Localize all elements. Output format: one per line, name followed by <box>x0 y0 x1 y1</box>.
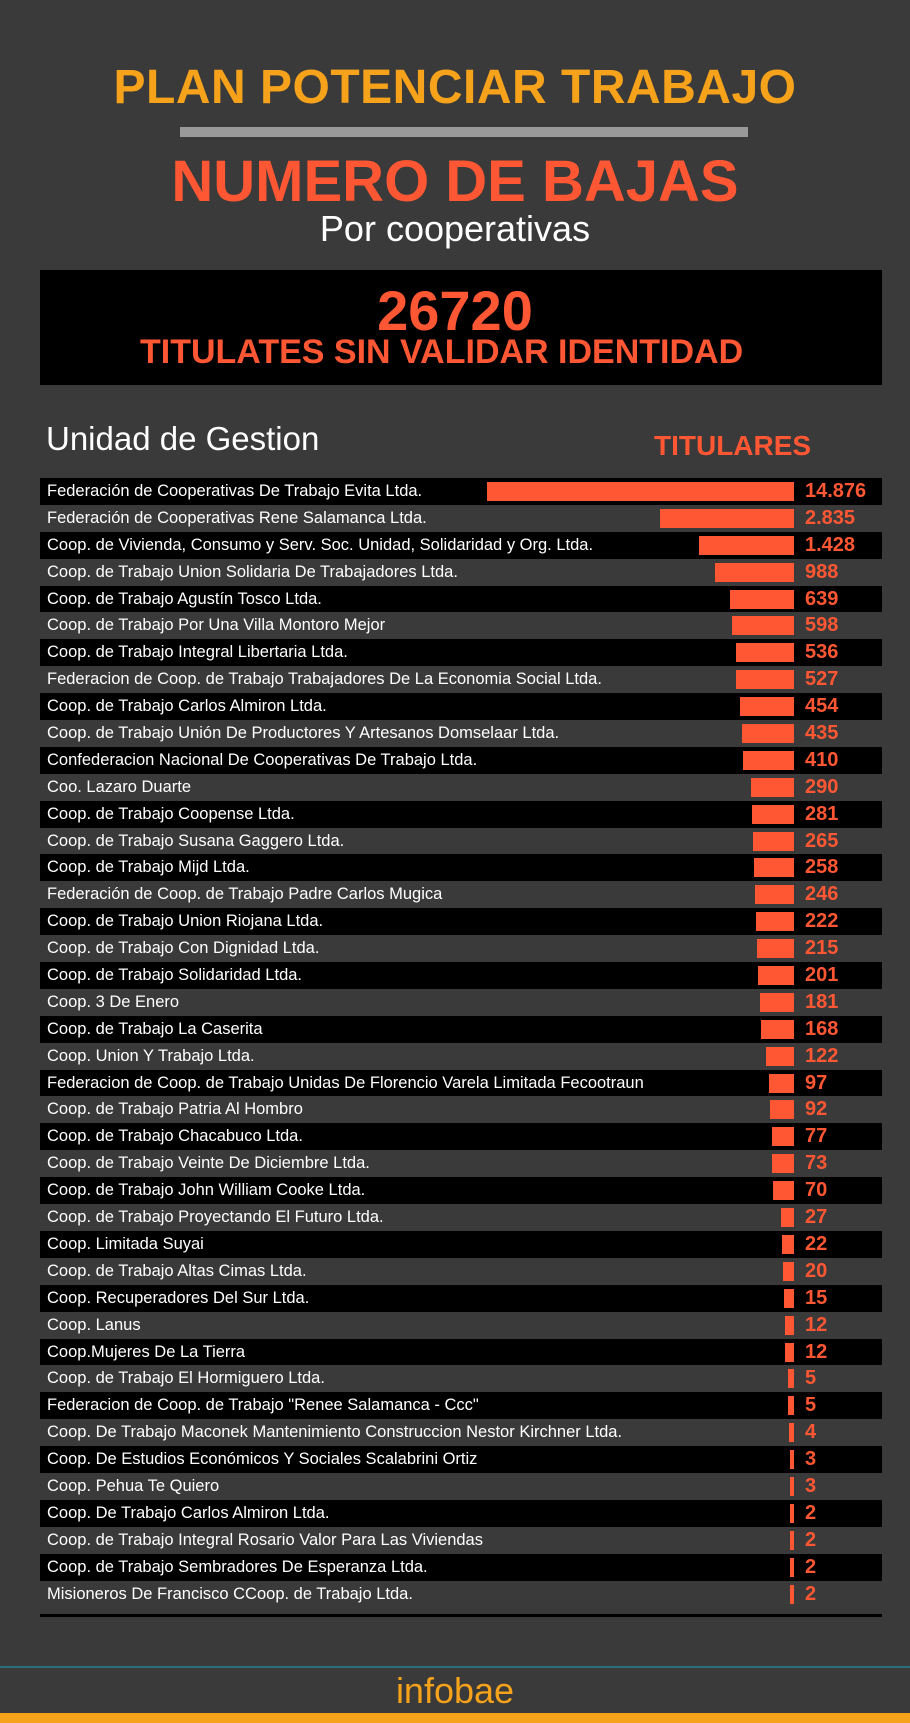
table-row <box>40 639 882 666</box>
table-row <box>40 505 882 532</box>
bar-value-label: 454 <box>805 695 839 718</box>
table-row <box>40 586 882 613</box>
row-label: Coop. de Trabajo Mijd Ltda. <box>47 858 250 877</box>
bar <box>790 1450 794 1469</box>
row-label: Coop. de Trabajo El Hormiguero Ltda. <box>47 1369 325 1388</box>
bar <box>766 1047 794 1066</box>
table-row <box>40 1177 882 1204</box>
table-row <box>40 1581 882 1608</box>
bar <box>783 1262 794 1281</box>
bar <box>790 1477 794 1496</box>
table-row <box>40 1016 882 1043</box>
row-label: Federacion de Coop. de Trabajo Unidas De Florencio Varela Limitada Fecootraun <box>47 1073 644 1092</box>
bar-value-label: 2.835 <box>805 506 856 529</box>
row-label: Federación de Cooperativas Rene Salamanca Ltda. <box>47 508 427 527</box>
row-label: Coop. de Trabajo Por Una Villa Montoro Mejor <box>47 616 386 635</box>
bar <box>772 1154 794 1173</box>
table-row <box>40 1204 882 1231</box>
table-row <box>40 774 882 801</box>
table-row <box>40 478 882 505</box>
bar <box>754 858 794 877</box>
bar-value-label: 536 <box>805 641 839 664</box>
table-bottom-rule <box>40 1614 882 1617</box>
row-label: Federacion de Coop. de Trabajo "Renee Salamanca - Ccc" <box>47 1396 479 1415</box>
table-row <box>40 1096 882 1123</box>
bar-value-label: 70 <box>805 1179 828 1202</box>
table-row <box>40 1123 882 1150</box>
highlight-text: TITULATES SIN VALIDAR IDENTIDAD <box>140 333 744 371</box>
table-row <box>40 1419 882 1446</box>
bar <box>740 697 794 716</box>
bar <box>757 939 794 958</box>
bar-value-label: 5 <box>805 1394 817 1417</box>
table-row <box>40 1392 882 1419</box>
bar-value-label: 598 <box>805 614 839 637</box>
table-row <box>40 693 882 720</box>
bar-value-label: 15 <box>805 1286 828 1309</box>
bar <box>785 1343 794 1362</box>
bar-value-label: 3 <box>805 1448 817 1471</box>
table-row <box>40 1150 882 1177</box>
row-label: Coop. de Trabajo Unión De Productores Y Artesanos Domselaar Ltda. <box>47 724 560 743</box>
bar-value-label: 988 <box>805 560 839 583</box>
row-label: Coop. De Estudios Económicos Y Sociales Scalabrini Ortiz <box>47 1450 478 1469</box>
row-label: Coop. de Trabajo Chacabuco Ltda. <box>47 1127 303 1146</box>
table-row <box>40 1312 882 1339</box>
row-label: Coop. de Vivienda, Consumo y Serv. Soc. Unidad, Solidaridad y Org. Ltda. <box>47 535 594 554</box>
row-label: Coop. de Trabajo Altas Cimas Ltda. <box>47 1261 307 1280</box>
table-row <box>40 1043 882 1070</box>
bar <box>782 1235 794 1254</box>
title-divider <box>180 127 748 137</box>
page-subtitle-secondary: Por cooperativas <box>319 208 591 249</box>
table-row <box>40 801 882 828</box>
page-subtitle: NUMERO DE BAJAS <box>171 149 739 214</box>
bar <box>789 1423 794 1442</box>
bar <box>790 1585 794 1604</box>
row-label: Coop. Pehua Te Quiero <box>47 1476 220 1495</box>
row-label: Coop. 3 De Enero <box>47 992 180 1011</box>
bar <box>753 832 794 851</box>
bar <box>772 1127 794 1146</box>
row-label: Coop. de Trabajo Integral Rosario Valor Para Las Viviendas <box>47 1530 483 1549</box>
table-row <box>40 1473 882 1500</box>
bar-value-label: 77 <box>805 1125 828 1148</box>
row-label: Coop. Recuperadores Del Sur Ltda. <box>47 1288 310 1307</box>
bar-value-label: 3 <box>805 1474 817 1497</box>
row-label: Confederacion Nacional De Cooperativas De Trabajo Ltda. <box>47 750 478 769</box>
bar-value-label: 2 <box>805 1555 817 1578</box>
bar-value-label: 122 <box>805 1044 839 1067</box>
row-label: Coop. de Trabajo Integral Libertaria Ltda. <box>47 643 348 662</box>
bar <box>760 993 794 1012</box>
bar-value-label: 181 <box>805 990 839 1013</box>
bar <box>736 670 794 689</box>
bar-value-label: 73 <box>805 1152 828 1175</box>
bar <box>788 1396 794 1415</box>
row-label: Coop. de Trabajo Veinte De Diciembre Ltda. <box>47 1154 370 1173</box>
table-row <box>40 747 882 774</box>
table-row <box>40 935 882 962</box>
row-label: Misioneros De Francisco CCoop. de Trabajo Ltda. <box>47 1584 413 1603</box>
column-header-titulares: TITULARES <box>654 430 812 461</box>
bar <box>790 1504 794 1523</box>
row-label: Coop. De Trabajo Maconek Mantenimiento Construccion Nestor Kirchner Ltda. <box>47 1423 623 1442</box>
row-label: Coop. Union Y Trabajo Ltda. <box>47 1046 255 1065</box>
bar-value-label: 290 <box>805 775 839 798</box>
table-row <box>40 1285 882 1312</box>
row-label: Coop. de Trabajo La Caserita <box>47 1019 263 1038</box>
table-row <box>40 828 882 855</box>
page-title: PLAN POTENCIAR TRABAJO <box>113 61 797 114</box>
table-row <box>40 1446 882 1473</box>
bar-value-label: 265 <box>805 829 839 852</box>
bar <box>660 509 794 528</box>
bar-value-label: 20 <box>805 1259 828 1282</box>
row-label: Coop. de Trabajo Patria Al Hombro <box>47 1100 303 1119</box>
bar <box>756 912 794 931</box>
bar-value-label: 1.428 <box>805 533 856 556</box>
table-row <box>40 1258 882 1285</box>
table-row <box>40 854 882 881</box>
bar <box>752 805 794 824</box>
bar-value-label: 2 <box>805 1582 817 1605</box>
bar-value-label: 27 <box>805 1206 828 1229</box>
row-label: Coop. de Trabajo Sembradores De Esperanza Ltda. <box>47 1557 428 1576</box>
row-label: Coop. de Trabajo Agustín Tosco Ltda. <box>47 589 322 608</box>
table-row <box>40 1554 882 1581</box>
bar <box>742 724 794 743</box>
bar <box>487 482 794 501</box>
row-label: Coop. de Trabajo Solidaridad Ltda. <box>47 966 303 985</box>
row-label: Coop. Limitada Suyai <box>47 1234 204 1253</box>
bar <box>770 1100 794 1119</box>
bar <box>785 1316 794 1335</box>
bar <box>715 563 794 582</box>
table-row <box>40 666 882 693</box>
bar <box>781 1208 794 1227</box>
bar <box>784 1289 794 1308</box>
bar-value-label: 201 <box>805 964 839 987</box>
table-row <box>40 881 882 908</box>
row-label: Coop. de Trabajo John William Cooke Ltda. <box>47 1181 366 1200</box>
column-header-unit: Unidad de Gestion <box>46 420 320 457</box>
bar <box>788 1369 794 1388</box>
bar-value-label: 2 <box>805 1501 817 1524</box>
table-row <box>40 1070 882 1097</box>
table-row <box>40 1500 882 1527</box>
bar <box>758 966 794 985</box>
bar <box>761 1020 794 1039</box>
row-label: Coo. Lazaro Duarte <box>47 777 191 796</box>
bar-value-label: 12 <box>805 1340 828 1363</box>
row-label: Federacion de Coop. de Trabajo Trabajadores De La Economia Social Ltda. <box>47 670 602 689</box>
bar-value-label: 281 <box>805 802 839 825</box>
footer-divider <box>0 1666 910 1668</box>
bar <box>736 643 794 662</box>
row-label: Coop. de Trabajo Con Dignidad Ltda. <box>47 939 320 958</box>
bar-value-label: 168 <box>805 1017 839 1040</box>
row-label: Coop. de Trabajo Carlos Almiron Ltda. <box>47 697 327 716</box>
row-label: Coop. de Trabajo Union Solidaria De Trabajadores Ltda. <box>47 562 458 581</box>
bar-value-label: 92 <box>805 1098 828 1121</box>
row-label: Coop.Mujeres De La Tierra <box>47 1342 246 1361</box>
bar-value-label: 222 <box>805 910 839 933</box>
table-row <box>40 1231 882 1258</box>
bar-value-label: 22 <box>805 1232 828 1255</box>
bar <box>755 885 794 904</box>
bar-value-label: 97 <box>805 1071 828 1094</box>
bar-value-label: 410 <box>805 748 839 771</box>
bar <box>790 1558 794 1577</box>
row-label: Coop. de Trabajo Susana Gaggero Ltda. <box>47 831 345 850</box>
highlight-number: 26720 <box>377 279 533 342</box>
table-row <box>40 989 882 1016</box>
bar-value-label: 12 <box>805 1313 828 1336</box>
bar-value-label: 4 <box>805 1421 817 1444</box>
bar <box>790 1531 794 1550</box>
bar <box>730 590 794 609</box>
bar-value-label: 435 <box>805 722 839 745</box>
footer-accent-bar <box>0 1713 910 1723</box>
table-row <box>40 962 882 989</box>
table-row <box>40 908 882 935</box>
table-row <box>40 720 882 747</box>
bar-chart <box>40 478 882 1607</box>
table-row <box>40 612 882 639</box>
row-label: Coop. de Trabajo Proyectando El Futuro Ltda. <box>47 1208 384 1227</box>
table-row <box>40 559 882 586</box>
bar-value-label: 258 <box>805 856 839 879</box>
infobae-logo: infobae <box>395 1670 515 1711</box>
row-label: Coop. de Trabajo Coopense Ltda. <box>47 804 295 823</box>
bar <box>769 1074 794 1093</box>
bar-value-label: 246 <box>805 883 839 906</box>
bar-value-label: 5 <box>805 1367 817 1390</box>
bar <box>751 778 794 797</box>
table-row <box>40 1339 882 1366</box>
bar <box>773 1181 794 1200</box>
bar-value-label: 639 <box>805 587 839 610</box>
bar <box>743 751 794 770</box>
bar-value-label: 215 <box>805 937 839 960</box>
bar <box>699 536 794 555</box>
row-label: Federación de Cooperativas De Trabajo Evita Ltda. <box>47 482 423 500</box>
row-label: Coop. de Trabajo Union Riojana Ltda. <box>47 912 324 931</box>
table-row <box>40 532 882 559</box>
row-label: Coop. De Trabajo Carlos Almiron Ltda. <box>47 1503 330 1522</box>
row-label: Federación de Coop. de Trabajo Padre Carlos Mugica <box>47 885 443 904</box>
bar <box>732 616 794 635</box>
row-label: Coop. Lanus <box>47 1315 141 1334</box>
bar-value-label: 14.876 <box>805 480 867 502</box>
bar-value-label: 2 <box>805 1528 817 1551</box>
table-row <box>40 1365 882 1392</box>
bar-value-label: 527 <box>805 668 839 691</box>
table-row <box>40 1527 882 1554</box>
